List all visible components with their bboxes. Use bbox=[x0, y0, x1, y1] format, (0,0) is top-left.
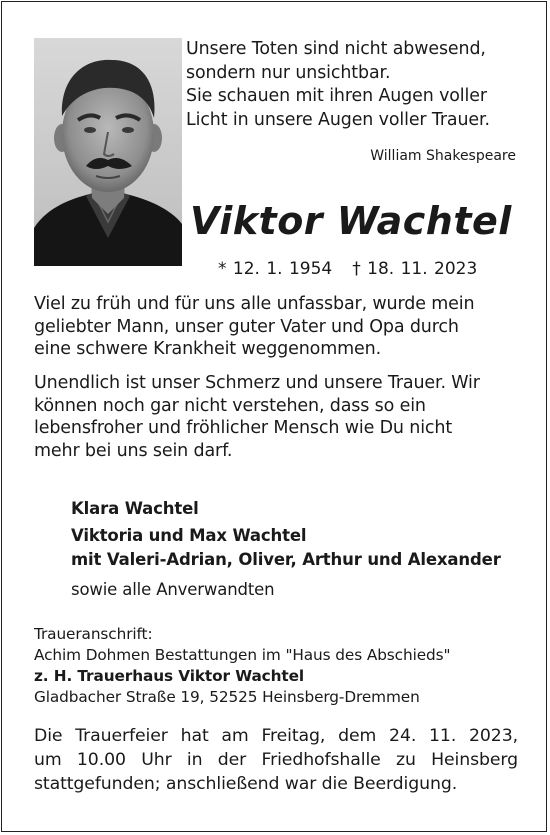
quote-line: Licht in unsere Augen voller Trauer. bbox=[186, 109, 490, 130]
address-line: z. H. Trauerhaus Viktor Wachtel bbox=[34, 667, 305, 685]
text-line: Viel zu früh und für uns alle unfassbar, wurde mein bbox=[34, 294, 475, 314]
mourner-grandchildren: mit Valeri-Adrian, Oliver, Arthur und Alexander bbox=[71, 550, 501, 569]
quote-author: William Shakespeare bbox=[370, 148, 516, 164]
text-line: um 10.00 Uhr in der Friedhofshalle zu Heinsberg bbox=[34, 750, 518, 770]
paragraph-grief bbox=[34, 372, 524, 462]
paragraph-announcement bbox=[34, 293, 524, 361]
funeral-service-info bbox=[34, 724, 518, 796]
deceased-name: Viktor Wachtel bbox=[190, 199, 512, 243]
address-label: Traueranschrift: bbox=[34, 625, 153, 643]
text-line: Die Trauerfeier hat am Freitag, dem 24. 11. 2023, bbox=[34, 726, 518, 746]
quote bbox=[186, 38, 516, 132]
mourners-list bbox=[71, 497, 531, 602]
quote-line: Sie schauen mit ihren Augen voller bbox=[186, 86, 487, 106]
mourner-family: Viktoria und Max Wachtel bbox=[71, 526, 307, 545]
birth-date: * 12. 1. 1954 bbox=[218, 259, 333, 279]
mourner-widow: Klara Wachtel bbox=[71, 499, 199, 518]
address-line: Gladbacher Straße 19, 52525 Heinsberg-Dremmen bbox=[34, 688, 420, 706]
text-line: geliebter Mann, unser guter Vater und Opa durch bbox=[34, 316, 459, 337]
death-date: † 18. 11. 2023 bbox=[352, 259, 478, 279]
text-line: lebensfroher und fröhlicher Mensch wie Du nicht bbox=[34, 418, 453, 438]
text-line: mehr bei uns sein darf. bbox=[34, 440, 233, 461]
quote-line: sondern nur unsichtbar. bbox=[186, 62, 391, 83]
portrait-photo bbox=[34, 38, 182, 266]
condolence-address bbox=[34, 624, 524, 708]
text-line: Unendlich ist unser Schmerz und unsere Trauer. Wir bbox=[34, 373, 480, 393]
text-line: stattgefunden; anschließend war die Beerdigung. bbox=[34, 774, 458, 794]
mourner-relatives: sowie alle Anverwandten bbox=[71, 580, 275, 599]
quote-line: Unsere Toten sind nicht abwesend, bbox=[186, 39, 486, 59]
address-line: Achim Dohmen Bestattungen im "Haus des Abschieds" bbox=[34, 646, 451, 664]
text-line: eine schwere Krankheit weggenommen. bbox=[34, 339, 381, 359]
life-dates bbox=[218, 258, 477, 280]
text-line: können noch gar nicht verstehen, dass so ein bbox=[34, 395, 426, 416]
